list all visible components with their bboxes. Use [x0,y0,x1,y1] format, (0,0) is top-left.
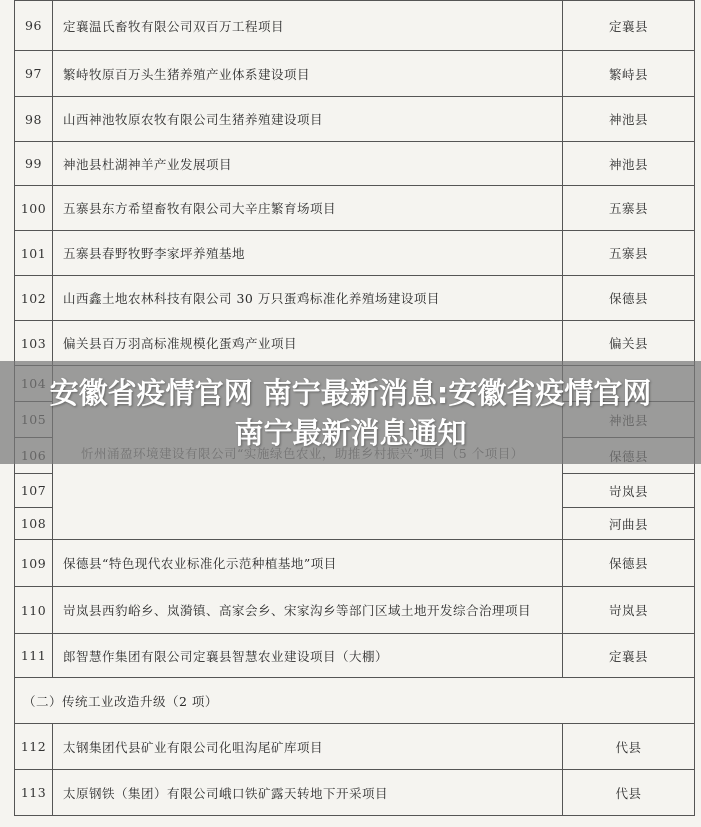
headline-banner [0,361,701,464]
project-name: 偏关县百万羽高标准规模化蛋鸡产业项目 [53,321,563,366]
row-number: 113 [15,770,53,816]
county-name: 神池县 [563,142,695,186]
project-name: 山西鑫土地农林科技有限公司 30 万只蛋鸡标准化养殖场建设项目 [53,276,563,321]
table-row [15,142,695,186]
row-number: 97 [15,51,53,97]
county-name: 河曲县 [563,508,695,540]
county-name: 代县 [563,724,695,770]
table-row [15,97,695,142]
table-row [15,231,695,276]
county-name: 定襄县 [563,634,695,678]
row-number: 103 [15,321,53,366]
project-name: 太原钢铁（集团）有限公司峨口铁矿露天转地下开采项目 [53,770,563,816]
table-row [15,770,695,816]
row-number: 112 [15,724,53,770]
row-number: 102 [15,276,53,321]
project-name: 岢岚县西豹峪乡、岚漪镇、高家会乡、宋家沟乡等部门区域土地开发综合治理项目 [53,587,563,634]
county-name: 五寨县 [563,231,695,276]
county-name: 保德县 [563,276,695,321]
project-name: 繁峙牧原百万头生猪养殖产业体系建设项目 [53,51,563,97]
table-row [15,51,695,97]
county-name: 代县 [563,770,695,816]
project-name: 定襄温氏畜牧有限公司双百万工程项目 [53,1,563,51]
county-name: 保德县 [563,540,695,587]
row-number: 100 [15,186,53,231]
row-number: 101 [15,231,53,276]
county-name: 定襄县 [563,1,695,51]
row-number: 107 [15,474,53,508]
row-number: 111 [15,634,53,678]
row-number: 99 [15,142,53,186]
project-name: 太钢集团代县矿业有限公司化咀沟尾矿库项目 [53,724,563,770]
project-name: 山西神池牧原农牧有限公司生猪养殖建设项目 [53,97,563,142]
county-name: 偏关县 [563,321,695,366]
table-row [15,1,695,51]
row-number: 98 [15,97,53,142]
table-row [15,321,695,366]
project-name: 保德县“特色现代农业标准化示范种植基地”项目 [53,540,563,587]
section-row [15,678,695,724]
table-row [15,634,695,678]
project-name: 郎智慧作集团有限公司定襄县智慧农业建设项目（大棚） [53,634,563,678]
project-name: 五寨县春野牧野李家坪养殖基地 [53,231,563,276]
county-name: 神池县 [563,97,695,142]
row-number: 96 [15,1,53,51]
section-title: （二）传统工业改造升级（2 项） [15,678,695,724]
row-number: 108 [15,508,53,540]
table-row [15,587,695,634]
table-row [15,540,695,587]
row-number: 110 [15,587,53,634]
headline-text: 安徽省疫情官网 南宁最新消息:安徽省疫情官网 南宁最新消息通知 [49,375,652,450]
county-name: 繁峙县 [563,51,695,97]
row-number: 109 [15,540,53,587]
table-row [15,724,695,770]
project-name: 神池县杜湖神羊产业发展项目 [53,142,563,186]
project-name: 五寨县东方希望畜牧有限公司大辛庄繁育场项目 [53,186,563,231]
table-row [15,186,695,231]
table-row [15,276,695,321]
county-name: 岢岚县 [563,474,695,508]
county-name: 五寨县 [563,186,695,231]
county-name: 岢岚县 [563,587,695,634]
